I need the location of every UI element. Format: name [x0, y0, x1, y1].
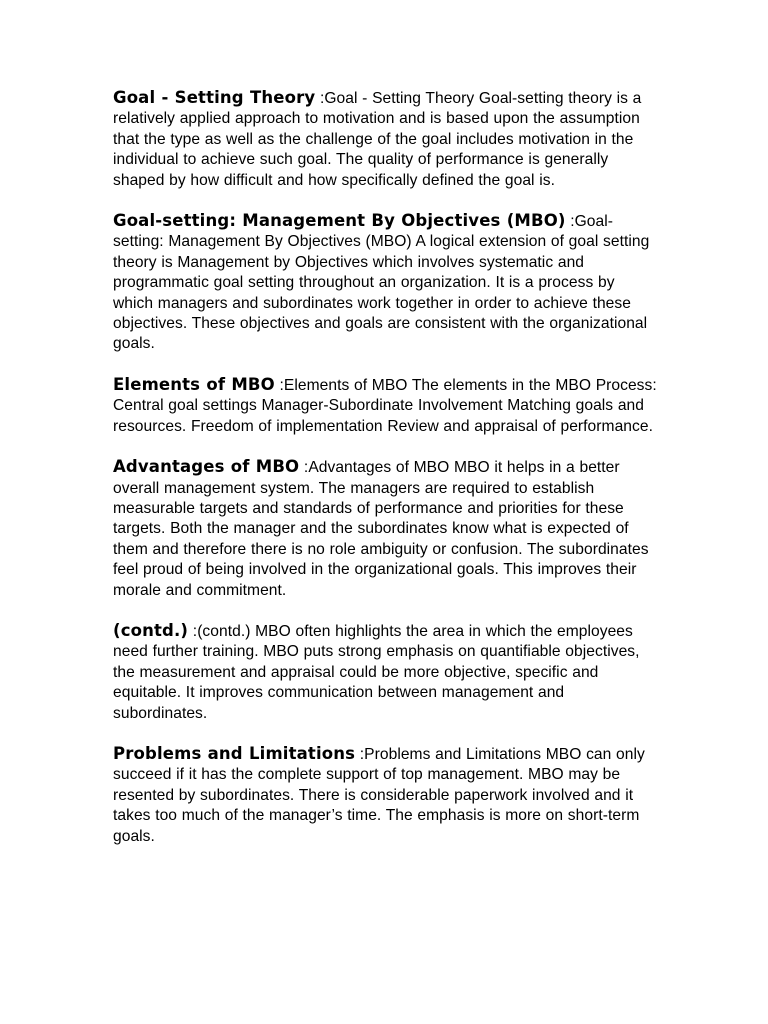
section-body: :Goal-setting: Management By Objectives (MBO) A logical extension of goal setting theory is Management by Objectives which involves systematic and programmatic goal setting throughout an organization. It is a process by which managers and subordinates work together in order to achieve these objectives. These objectives and goals are consistent with the organizational goals. [113, 213, 650, 353]
section-body: :(contd.) MBO often highlights the area in which the employees need further training. MBO puts strong emphasis on quantifiable objectives, the measurement and appraisal could be more objective, specific and equitable. It improves communication between management and subordinates. [113, 622, 640, 722]
section-body: :Elements of MBO The elements in the MBO Process: Central goal settings Manager-Subordinate Involvement Matching goals and resources. Freedom of implementation Review and appraisal of performance. [113, 376, 657, 435]
section-problems-and-limitations [113, 744, 658, 847]
section-heading: Elements of MBO [113, 374, 275, 394]
section-goal-setting-theory [113, 88, 658, 191]
section-heading: Problems and Limitations [113, 743, 356, 763]
section-elements-of-mbo [113, 375, 658, 437]
section-advantages-of-mbo [113, 457, 658, 601]
section-body: :Advantages of MBO MBO it helps in a better overall management system. The managers are required to establish measurable targets and standards of performance and priorities for these targets. Both the manager and the subordinates know what is expected of them and therefore there is no role ambiguity or confusion. The subordinates feel proud of being involved in the organizational goals. This improves their morale and commitment. [113, 459, 649, 599]
section-contd [113, 621, 658, 724]
section-body: :Goal - Setting Theory Goal-setting theory is a relatively applied approach to motivation and is based upon the assumption that the type as well as the challenge of the goal includes motivation in the individual to achieve such goal. The quality of performance is generally shaped by how difficult and how specifically defined the goal is. [113, 90, 642, 189]
section-heading: Goal - Setting Theory [113, 88, 316, 107]
section-body: :Problems and Limitations MBO can only succeed if it has the complete support of top management. MBO may be resented by subordinates. There is considerable paperwork involved and it takes too much of the manager’s time. The emphasis is more on short-term goals. [113, 745, 645, 845]
section-heading: Advantages of MBO [113, 457, 300, 477]
document-page [113, 88, 658, 867]
section-management-by-objectives [113, 211, 658, 355]
section-heading: Goal-setting: Management By Objectives (MBO) [113, 211, 566, 231]
section-heading: (contd.) [113, 620, 189, 640]
